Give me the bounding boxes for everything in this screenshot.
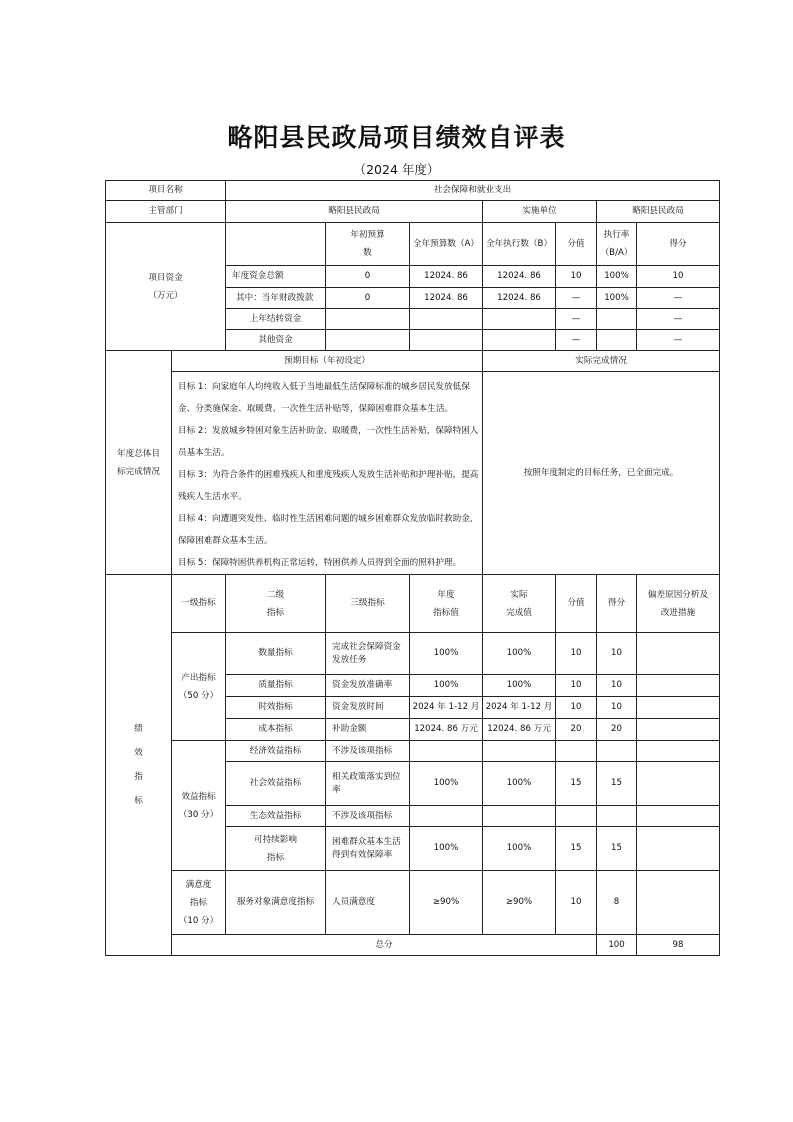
indicators-side-char: 指 — [134, 772, 143, 782]
indicators-side-char: 效 — [134, 748, 143, 758]
funds-row-score-val: — — [556, 288, 597, 309]
funds-row-budget — [410, 309, 483, 330]
ind-score-val — [556, 741, 597, 762]
ind-level2: 质量指标 — [226, 675, 326, 697]
indicator-row — [106, 741, 720, 762]
output-indicator-label-line1: 产出指标 — [181, 672, 216, 683]
ind-score-val — [556, 806, 597, 827]
goal-item: 目标 2：发放城乡特困对象生活补助金、取暖费，一次性生活补贴，保障特困人员基本生活。 — [178, 426, 479, 458]
funds-row-initial — [326, 330, 410, 351]
year-subtitle: （2024 年度） — [353, 162, 440, 177]
funds-label-line2: （万元） — [148, 290, 183, 301]
ind-reason — [637, 806, 720, 827]
funds-row-label: 年度资金总额 — [226, 266, 326, 288]
ind-header-target-line2: 指标值 — [433, 607, 459, 618]
ind-score-val: 10 — [556, 675, 597, 697]
ind-actual: 100% — [483, 762, 556, 806]
indicator-row — [106, 633, 720, 675]
funds-row-budget: 12024. 86 — [410, 266, 483, 288]
ind-score: 10 — [597, 675, 637, 697]
ind-level3: 不涉及该项指标 — [326, 741, 410, 762]
ind-target — [410, 806, 483, 827]
funds-header-rate — [597, 223, 637, 266]
ind-score-val: 15 — [556, 762, 597, 806]
goals-actual-text: 按照年度制定的目标任务，已全面完成。 — [483, 372, 720, 575]
indicators-side-char: 标 — [134, 796, 143, 806]
funds-row-initial — [326, 309, 410, 330]
ind-target: 100% — [410, 675, 483, 697]
funds-row-label: 其他资金 — [226, 330, 326, 351]
indicators-side-char: 绩 — [134, 724, 143, 734]
benefit-indicator-label — [172, 741, 226, 871]
funds-row-label: 上年结转资金 — [226, 309, 326, 330]
ind-header-actual — [483, 575, 556, 633]
ind-level2-line2: 指标 — [266, 852, 285, 863]
goals-expected-list — [172, 372, 483, 575]
ind-score — [597, 806, 637, 827]
goal-item: 目标 3：为符合条件的困难残疾人和重度残疾人发放生活补贴和护理补贴，提高残疾人生活水平。 — [178, 470, 479, 502]
ind-target: 100% — [410, 633, 483, 675]
funds-row-score: — — [637, 309, 720, 330]
ind-actual — [483, 741, 556, 762]
ind-target: 2024 年 1-12 月 — [410, 697, 483, 719]
funds-row-budget: 12024. 86 — [410, 288, 483, 309]
funds-row-score-val: 10 — [556, 266, 597, 288]
ind-reason — [637, 697, 720, 719]
ind-level3: 困难群众基本生活得到有效保障率 — [326, 827, 410, 871]
funds-row-budget — [410, 330, 483, 351]
ind-level3: 不涉及该项指标 — [326, 806, 410, 827]
goal-item: 目标 4：向遭遇突发性、临时性生活困难问题的城乡困难群众发放临时救助金，保障困难群众基本生活。 — [178, 514, 479, 546]
ind-score: 10 — [597, 697, 637, 719]
ind-level2: 社会效益指标 — [226, 762, 326, 806]
output-indicator-label-line2: （50 分） — [178, 690, 219, 701]
ind-score-val: 20 — [556, 719, 597, 741]
ind-score-val: 10 — [556, 871, 597, 935]
ind-score-val: 10 — [556, 697, 597, 719]
funds-row-rate: 100% — [597, 288, 637, 309]
ind-header-reason — [637, 575, 720, 633]
project-name-value: 社会保障和就业支出 — [226, 181, 720, 201]
ind-reason — [637, 633, 720, 675]
ind-header-reason-line2: 改进措施 — [660, 607, 696, 618]
funds-row-exec: 12024. 86 — [483, 288, 556, 309]
ind-header-level2-line1: 二级 — [266, 589, 285, 600]
ind-target: 100% — [410, 827, 483, 871]
funds-header-rate-line1: 执行率 — [603, 230, 630, 240]
ind-header-score-val: 分值 — [556, 575, 597, 633]
ind-level2: 经济效益指标 — [226, 741, 326, 762]
total-score: 98 — [637, 935, 720, 956]
benefit-indicator-label-line1: 效益指标 — [181, 791, 216, 802]
funds-header-initial-line2: 数 — [363, 248, 372, 258]
ind-header-reason-line1: 偏差原因分析及 — [647, 589, 709, 600]
ind-score: 20 — [597, 719, 637, 741]
ind-actual: 2024 年 1-12 月 — [483, 697, 556, 719]
indicator-row — [106, 871, 720, 935]
ind-score: 15 — [597, 762, 637, 806]
goals-actual-header: 实际完成情况 — [483, 351, 720, 372]
funds-header-score-val: 分值 — [556, 223, 597, 266]
ind-actual: ≥90% — [483, 871, 556, 935]
funds-header-budget: 全年预算数（A） — [410, 223, 483, 266]
goals-expected-header: 预期目标（年初设定） — [172, 351, 483, 372]
ind-reason — [637, 719, 720, 741]
funds-header-exec: 全年执行数（B） — [483, 223, 556, 266]
ind-score: 15 — [597, 827, 637, 871]
unit-label: 实施单位 — [483, 201, 597, 223]
ind-level2-line1: 可持续影响 — [254, 834, 297, 845]
funds-row-label: 其中：当年财政拨款 — [226, 288, 326, 309]
dept-value: 略阳县民政局 — [226, 201, 483, 223]
ind-level2: 服务对象满意度指标 — [226, 871, 326, 935]
ind-reason — [637, 871, 720, 935]
ind-reason — [637, 675, 720, 697]
funds-row-initial: 0 — [326, 266, 410, 288]
ind-target: 12024. 86 万元 — [410, 719, 483, 741]
ind-level3: 完成社会保障资金发放任务 — [326, 633, 410, 675]
satisfaction-label-line1: 满意度 — [185, 879, 212, 890]
funds-row-rate — [597, 309, 637, 330]
ind-target: ≥90% — [410, 871, 483, 935]
funds-label-line1: 项目资金 — [148, 272, 183, 283]
ind-reason — [637, 741, 720, 762]
unit-value: 略阳县民政局 — [597, 201, 720, 223]
funds-label — [106, 223, 226, 351]
funds-row-score: — — [637, 288, 720, 309]
funds-header-score: 得分 — [637, 223, 720, 266]
ind-score: 8 — [597, 871, 637, 935]
goal-item: 目标 1：向家庭年人均纯收入低于当地最低生活保障标准的城乡居民发放低保金、分类施保金、取暖费、一次性生活补贴等，保障困难群众基本生活。 — [178, 382, 470, 414]
ind-level3: 人员满意度 — [326, 871, 410, 935]
ind-actual — [483, 806, 556, 827]
ind-actual: 100% — [483, 827, 556, 871]
ind-score-val: 10 — [556, 633, 597, 675]
ind-level3: 资金发放准确率 — [326, 675, 410, 697]
ind-header-actual-line2: 完成值 — [506, 607, 532, 618]
funds-row-score: — — [637, 330, 720, 351]
funds-row-score: 10 — [637, 266, 720, 288]
funds-row-rate — [597, 330, 637, 351]
funds-row-exec — [483, 330, 556, 351]
ind-level3: 补助金额 — [326, 719, 410, 741]
ind-header-level2-line2: 指标 — [266, 607, 285, 618]
ind-header-score: 得分 — [597, 575, 637, 633]
satisfaction-label-line2: 指标 — [189, 897, 208, 908]
ind-header-target-line1: 年度 — [437, 589, 455, 600]
ind-header-level2 — [226, 575, 326, 633]
ind-actual: 12024. 86 万元 — [483, 719, 556, 741]
ind-score: 10 — [597, 633, 637, 675]
total-label: 总分 — [172, 935, 597, 956]
goals-label-line1: 年度总体目 — [117, 448, 160, 459]
funds-row-exec — [483, 309, 556, 330]
ind-reason — [637, 762, 720, 806]
funds-header-rate-line2: （B/A） — [600, 248, 633, 258]
dept-label: 主管部门 — [106, 201, 226, 223]
ind-actual: 100% — [483, 633, 556, 675]
ind-header-level1: 一级指标 — [172, 575, 226, 633]
ind-level2 — [226, 827, 326, 871]
ind-reason — [637, 827, 720, 871]
performance-table — [105, 180, 720, 956]
output-indicator-label — [172, 633, 226, 741]
goal-item: 目标 5：保障特困供养机构正常运转，特困供养人员得到全面的照料护理。 — [178, 558, 462, 568]
project-name-label: 项目名称 — [106, 181, 226, 201]
total-row — [106, 935, 720, 956]
total-score-val: 100 — [597, 935, 637, 956]
ind-header-target — [410, 575, 483, 633]
ind-actual: 100% — [483, 675, 556, 697]
goals-label-line2: 标完成情况 — [117, 466, 160, 477]
funds-row-score-val: — — [556, 309, 597, 330]
funds-row-initial: 0 — [326, 288, 410, 309]
indicators-side-label — [106, 575, 172, 956]
ind-score — [597, 741, 637, 762]
funds-header-blank — [226, 223, 326, 266]
benefit-indicator-label-line2: （30 分） — [178, 809, 219, 820]
ind-score-val: 15 — [556, 827, 597, 871]
ind-target: 100% — [410, 762, 483, 806]
ind-header-actual-line1: 实际 — [510, 589, 528, 600]
satisfaction-indicator-label — [172, 871, 226, 935]
ind-level2: 时效指标 — [226, 697, 326, 719]
funds-header-initial — [326, 223, 410, 266]
goals-label — [106, 351, 172, 575]
ind-header-level3: 三级指标 — [326, 575, 410, 633]
funds-header-initial-line1: 年初预算 — [350, 230, 385, 240]
ind-level2: 生态效益指标 — [226, 806, 326, 827]
page-title: 略阳县民政局项目绩效自评表 — [227, 123, 566, 152]
funds-row-score-val: — — [556, 330, 597, 351]
ind-level2: 成本指标 — [226, 719, 326, 741]
funds-row-exec: 12024. 86 — [483, 266, 556, 288]
satisfaction-label-line3: （10 分） — [178, 915, 219, 926]
ind-target — [410, 741, 483, 762]
ind-level3: 相关政策落实到位率 — [326, 762, 410, 806]
ind-level2: 数量指标 — [226, 633, 326, 675]
ind-level3: 资金发放时间 — [326, 697, 410, 719]
funds-row-rate: 100% — [597, 266, 637, 288]
